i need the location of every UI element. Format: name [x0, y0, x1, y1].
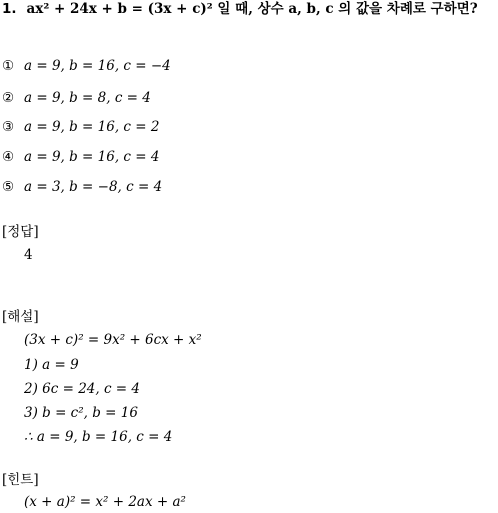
choice-5[interactable] — [2, 177, 162, 197]
answer-value: 4 — [24, 247, 33, 263]
choice-4[interactable] — [2, 147, 159, 167]
choice-1[interactable] — [2, 56, 171, 76]
choice-text: a = 9, b = 16, c = 2 — [24, 119, 160, 135]
choice-text: a = 3, b = −8, c = 4 — [24, 179, 163, 195]
hint-heading: [힌트] — [2, 472, 39, 488]
choice-number: ⑤ — [2, 179, 15, 195]
explanation-line: 2) 6c = 24, c = 4 — [24, 381, 140, 397]
choice-3[interactable] — [2, 117, 159, 137]
choice-2[interactable] — [2, 88, 151, 108]
choice-text: a = 9, b = 16, c = −4 — [24, 58, 171, 74]
question — [2, 0, 478, 19]
explanation-line: 3) b = c², b = 16 — [24, 405, 138, 421]
choice-number: ② — [2, 90, 15, 106]
choice-number: ④ — [2, 149, 15, 165]
question-stem: ax² + 24x + b = (3x + c)² 일 때, 상수 a, b, c 의 값을 차례로 구하면? — [26, 1, 478, 17]
hint-line: (x + a)² = x² + 2ax + a² — [24, 494, 186, 510]
question-number: 1. — [2, 1, 17, 17]
choice-number: ① — [2, 58, 15, 74]
explanation-line: (3x + c)² = 9x² + 6cx + x² — [24, 332, 202, 348]
explanation-line: 1) a = 9 — [24, 357, 79, 373]
choice-text: a = 9, b = 8, c = 4 — [24, 90, 151, 106]
explanation-heading: [해설] — [2, 309, 39, 325]
choice-number: ③ — [2, 119, 15, 135]
choice-text: a = 9, b = 16, c = 4 — [24, 149, 160, 165]
explanation-line: ∴ a = 9, b = 16, c = 4 — [24, 429, 173, 445]
answer-heading: [정답] — [2, 224, 39, 240]
